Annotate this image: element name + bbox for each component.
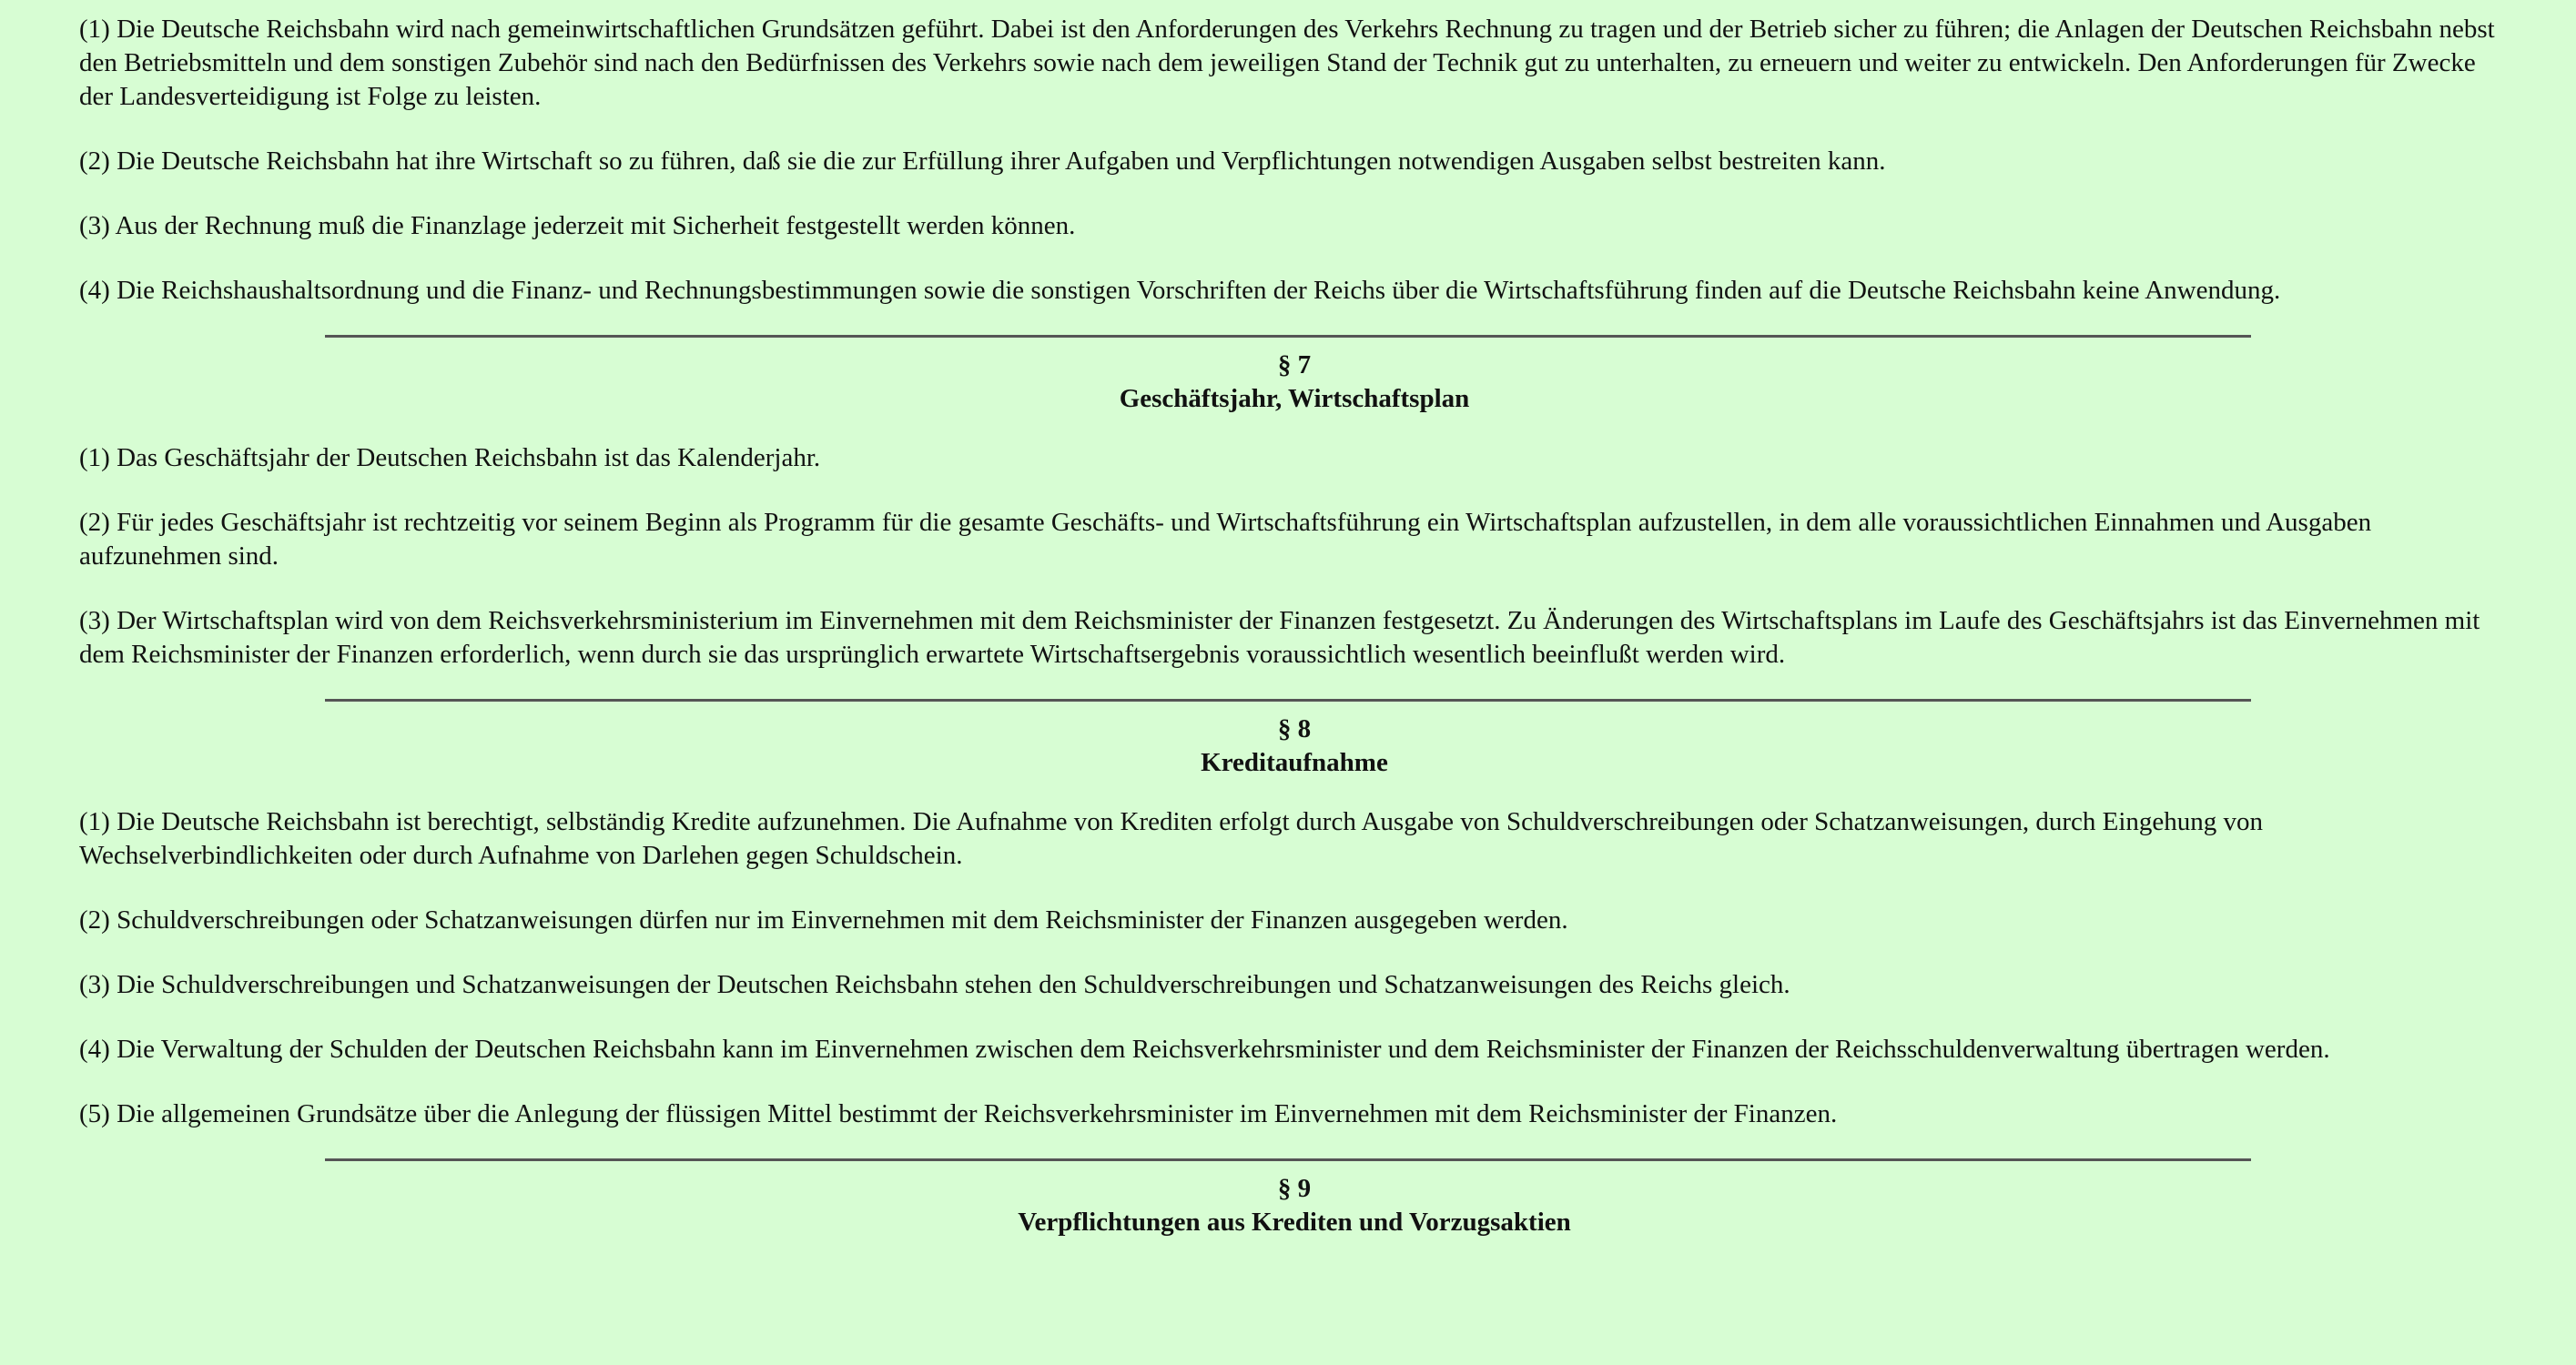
section7-title: Geschäftsjahr, Wirtschaftsplan bbox=[1119, 384, 1470, 413]
section7-paragraph-1: (1) Das Geschäftsjahr der Deutschen Reichsbahn ist das Kalenderjahr. bbox=[79, 443, 821, 472]
section9-number: § 9 bbox=[1277, 1174, 1312, 1203]
section7-number: § 7 bbox=[1277, 350, 1312, 379]
section8-paragraph-5: (5) Die allgemeinen Grundsätze über die Anlegung der flüssigen Mittel bestimmt der Reichsverkehrsminister im Einvernehmen mit dem Reichsminister der Finanzen. bbox=[79, 1099, 1838, 1128]
section-divider bbox=[325, 335, 2251, 338]
document-body bbox=[79, 13, 2510, 1265]
section8-paragraph-4: (4) Die Verwaltung der Schulden der Deutschen Reichsbahn kann im Einvernehmen zwischen dem Reichsverkehrsminister und dem Reichsminister der Finanzen der Reichsschuldenverwaltung übertragen werden. bbox=[79, 1035, 2330, 1064]
section8-paragraph-2: (2) Schuldverschreibungen oder Schatzanweisungen dürfen nur im Einvernehmen mit dem Reichsminister der Finanzen ausgegeben werden. bbox=[79, 905, 1568, 935]
section6-paragraph-1: (1) Die Deutsche Reichsbahn wird nach gemeinwirtschaftlichen Grundsätzen geführt. Dabei ist den Anforderungen des Verkehrs Rechnung zu tragen und der Betrieb sicher zu führen; die Anlagen der Deutschen Reichsbahn nebst den Betriebsmitteln und dem sonstigen Zubehör sind nach den Bedürfnissen des Verkehrs sowie nach dem jeweiligen Stand der Technik gut zu unterhalten, zu erneuern und weiter zu entwickeln. Den Anforderungen für Zwecke der Landesverteidigung ist Folge zu leisten. bbox=[79, 15, 2495, 111]
section8-paragraph-3: (3) Die Schuldverschreibungen und Schatzanweisungen der Deutschen Reichsbahn stehen den Schuldverschreibungen und Schatzanweisungen des Reichs gleich. bbox=[79, 970, 1790, 999]
section8-title: Kreditaufnahme bbox=[1201, 748, 1388, 777]
section-divider bbox=[325, 1158, 2251, 1161]
section6-paragraph-2: (2) Die Deutsche Reichsbahn hat ihre Wirtschaft so zu führen, daß sie die zur Erfüllung ihrer Aufgaben und Verpflichtungen notwendigen Ausgaben selbst bestreiten kann. bbox=[79, 147, 1886, 176]
section9-heading bbox=[79, 1172, 2510, 1239]
section6-paragraph-3: (3) Aus der Rechnung muß die Finanzlage jederzeit mit Sicherheit festgestellt werden können. bbox=[79, 211, 1076, 240]
section8-heading bbox=[79, 713, 2510, 780]
section6-paragraph-4: (4) Die Reichshaushaltsordnung und die Finanz- und Rechnungsbestimmungen sowie die sonstigen Vorschriften der Reichs über die Wirtschaftsführung finden auf die Deutsche Reichsbahn keine Anwendung. bbox=[79, 276, 2281, 305]
section7-paragraph-3: (3) Der Wirtschaftsplan wird von dem Reichsverkehrsministerium im Einvernehmen mit dem Reichsminister der Finanzen festgesetzt. Zu Änderungen des Wirtschaftsplans im Laufe des Geschäftsjahrs ist das Einvernehmen mit dem Reichsminister der Finanzen erforderlich, wenn durch sie das ursprünglich erwartete Wirtschaftsergebnis voraussichtlich wesentlich beeinflußt werden wird. bbox=[79, 606, 2480, 669]
section7-heading bbox=[79, 349, 2510, 416]
section8-paragraph-1: (1) Die Deutsche Reichsbahn ist berechtigt, selbständig Kredite aufzunehmen. Die Aufnahme von Krediten erfolgt durch Ausgabe von Schuldverschreibungen oder Schatzanweisungen, durch Eingehung von Wechselverbindlichkeiten oder durch Aufnahme von Darlehen gegen Schuldschein. bbox=[79, 807, 2264, 870]
section-divider bbox=[325, 699, 2251, 702]
section9-title: Verpflichtungen aus Krediten und Vorzugsaktien bbox=[1018, 1208, 1571, 1237]
section7-paragraph-2: (2) Für jedes Geschäftsjahr ist rechtzeitig vor seinem Beginn als Programm für die gesamte Geschäfts- und Wirtschaftsführung ein Wirtschaftsplan aufzustellen, in dem alle voraussichtlichen Einnahmen und Ausgaben aufzunehmen sind. bbox=[79, 508, 2372, 571]
section8-number: § 8 bbox=[1277, 714, 1312, 743]
